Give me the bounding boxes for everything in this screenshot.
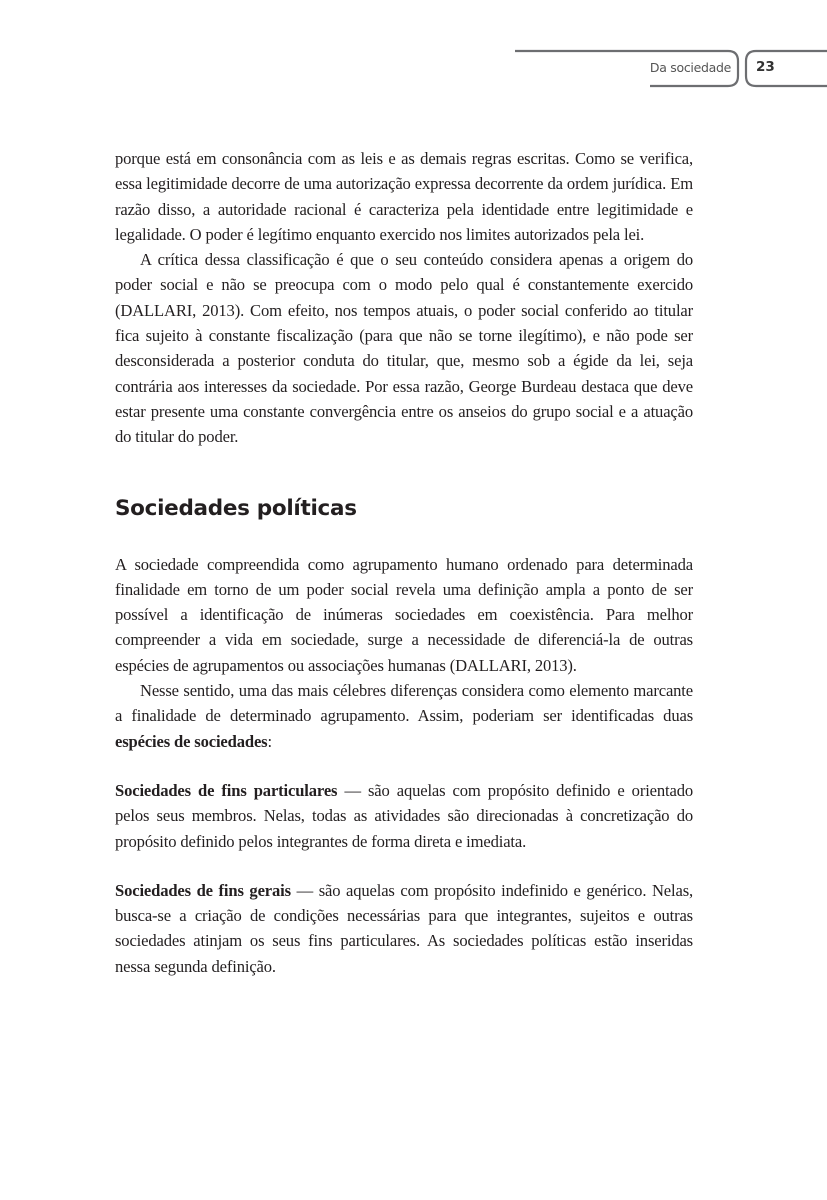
section-heading: Sociedades políticas	[115, 495, 357, 521]
header-tab-frame	[0, 0, 827, 100]
definition-particular-ends	[115, 778, 693, 854]
running-header-section-title: Da sociedade	[649, 60, 731, 75]
page-number: 23	[756, 59, 775, 75]
definition-term-particular: Sociedades de fins particulares	[115, 780, 338, 800]
page-body	[115, 146, 693, 979]
species-intro-text: Nesse sentido, uma das mais célebres diferenças considera como elemento marcante a finalidade de determinado agrupamento. Assim, poderiam ser identificadas duas	[115, 681, 693, 726]
species-intro-bold: espécies de sociedades	[115, 731, 268, 751]
paragraph-species-intro	[115, 678, 693, 754]
definition-general-ends	[115, 878, 693, 979]
paragraph-society-definition: A sociedade compreendida como agrupamento humano ordenado para determinada finalidade em torno de um poder social revela uma definição ampla a ponto de ser possível a identificação de inúmeras sociedades em coexistência. Para melhor compreender a vida em sociedade, surge a necessidade de diferenciá-la de outras espécies de agrupamentos ou associações humanas (DALLARI, 2013).	[115, 554, 693, 675]
definition-text-particular: — são aquelas com propósito definido e orientado pelos seus membros. Nelas, todas as atividades são direcionadas à concretização do propósito definido pelos integrantes de forma direta e imediata.	[115, 780, 693, 851]
definition-term-general: Sociedades de fins gerais	[115, 880, 291, 900]
definition-text-general: — são aquelas com propósito indefinido e genérico. Nelas, busca-se a criação de condições necessárias para que integrantes, sujeitos e outras sociedades atinjam os seus fins particulares. As sociedades políticas estão inseridas nessa segunda definição.	[115, 880, 694, 976]
paragraph-legitimacy: porque está em consonância com as leis e as demais regras escritas. Como se verifica, essa legitimidade decorre de uma autorização expressa decorrente da ordem jurídica. Em razão disso, a autoridade racional é caracteriza pela identidade entre legitimidade e legalidade. O poder é legítimo enquanto exercido nos limites autorizados pela lei.	[115, 149, 693, 244]
running-header	[0, 0, 827, 100]
paragraph-critique: A crítica dessa classificação é que o seu conteúdo considera apenas a origem do poder social e não se preocupa com o modo pelo qual é constantemente exercido (DALLARI, 2013). Com efeito, nos tempos atuais, o poder social conferido ao titular fica sujeito à constante fiscalização (para que não se torne ilegítimo), e não pode ser desconsiderada a posterior conduta do titular, que, mesmo sob a égide da lei, seja contrária aos interesses da sociedade. Por essa razão, George Burdeau destaca que deve estar presente uma constante convergência entre os anseios do grupo social e a atuação do titular do poder.	[115, 250, 693, 447]
species-intro-end: :	[267, 731, 272, 751]
